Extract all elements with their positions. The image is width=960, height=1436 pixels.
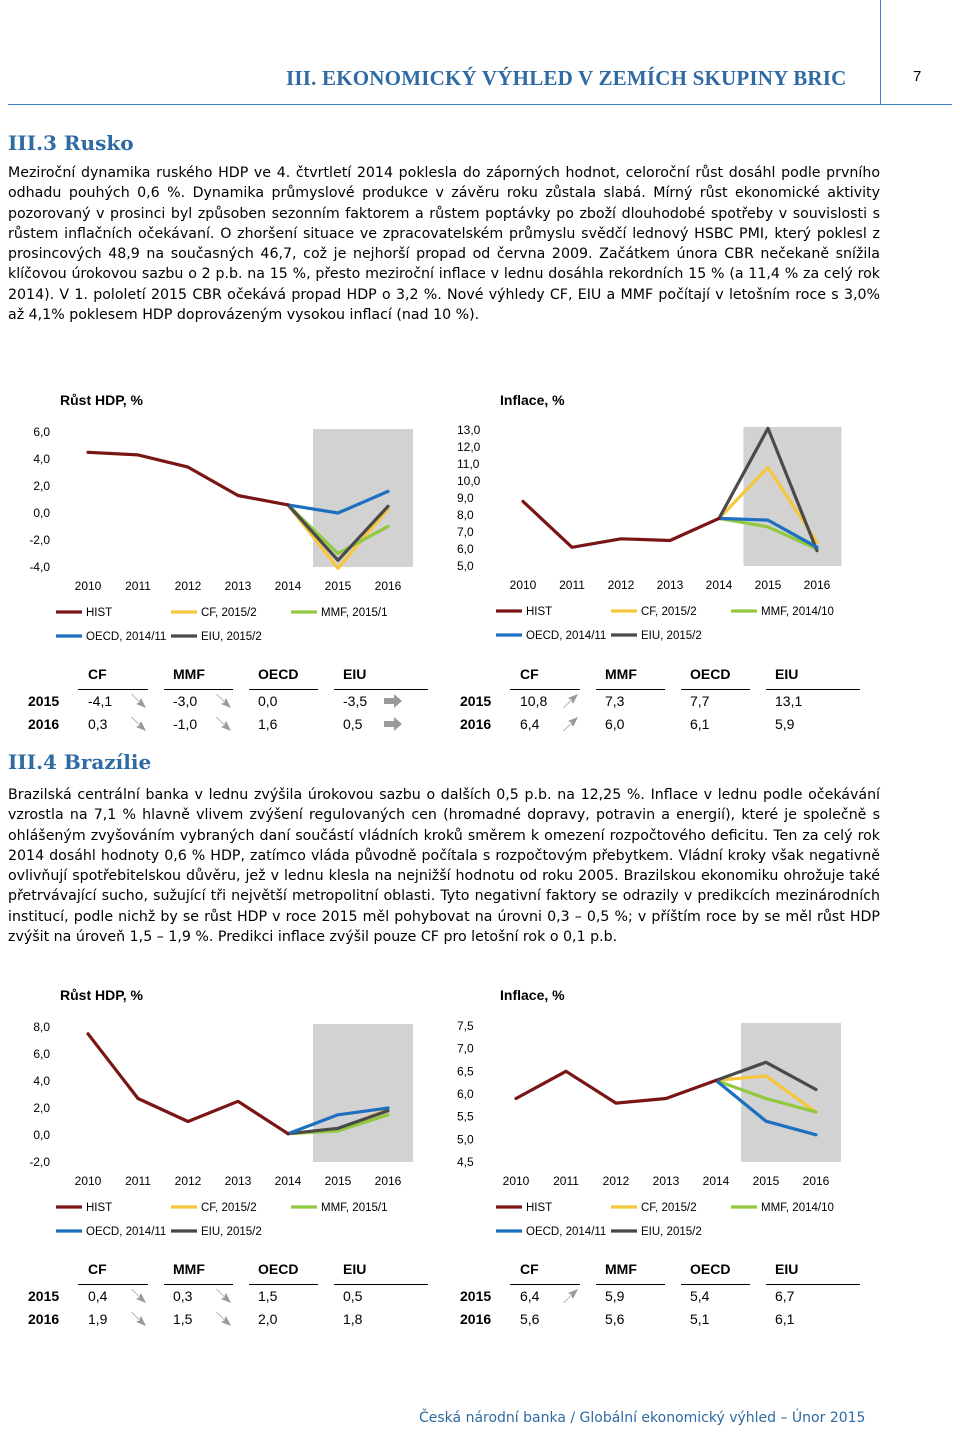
arrow-up-icon bbox=[560, 692, 580, 710]
x-tick-label: 2011 bbox=[125, 579, 151, 593]
table-header-underline bbox=[510, 1284, 580, 1285]
y-tick-label: -4,0 bbox=[29, 560, 50, 574]
x-tick-label: 2016 bbox=[374, 579, 402, 593]
x-tick-label: 2014 bbox=[705, 578, 733, 592]
brazil-inflation-chart bbox=[440, 980, 880, 1245]
table-cell-value: 0,4 bbox=[88, 1288, 108, 1304]
table-header-underline bbox=[334, 689, 428, 690]
y-tick-label: 12,0 bbox=[457, 440, 481, 454]
x-tick-label: 2011 bbox=[125, 1174, 151, 1188]
table-cell-value: 5,6 bbox=[605, 1311, 625, 1327]
header-horizontal-rule bbox=[8, 104, 952, 105]
x-tick-label: 2012 bbox=[174, 579, 202, 593]
page-footer: Česká národní banka / Globální ekonomický výhled – Únor 2015 bbox=[419, 1410, 866, 1426]
table-header-underline bbox=[334, 1284, 428, 1285]
arrow-down-icon bbox=[128, 715, 148, 733]
chart-title: Růst HDP, % bbox=[60, 987, 143, 1003]
table-row-label: 2016 bbox=[28, 1311, 60, 1327]
chart-title: Inflace, % bbox=[500, 392, 565, 408]
arrow-down-icon bbox=[213, 692, 233, 710]
brazil-gdp-chart bbox=[0, 980, 440, 1245]
legend-label-eiu: EIU, 2015/2 bbox=[641, 1226, 702, 1238]
legend-label-mmf: MMF, 2014/10 bbox=[761, 1202, 834, 1214]
y-tick-label: 8,0 bbox=[457, 508, 474, 522]
table-column-header: MMF bbox=[173, 666, 205, 682]
legend-label-eiu: EIU, 2015/2 bbox=[201, 1226, 262, 1238]
table-cell-value: 0,3 bbox=[88, 716, 108, 732]
x-tick-label: 2016 bbox=[802, 1174, 830, 1188]
legend-label-oecd: OECD, 2014/11 bbox=[86, 1226, 167, 1238]
chart-title: Inflace, % bbox=[500, 987, 565, 1003]
y-tick-label: 6,0 bbox=[457, 542, 474, 556]
legend-label-hist: HIST bbox=[86, 607, 113, 619]
series-line-hist bbox=[88, 452, 288, 505]
table-cell-value: 0,5 bbox=[343, 1288, 363, 1304]
table-row-label: 2015 bbox=[28, 1288, 60, 1304]
table-row-label: 2015 bbox=[460, 693, 492, 709]
table-column-header: MMF bbox=[605, 666, 637, 682]
y-tick-label: 4,0 bbox=[33, 1074, 50, 1088]
section-heading-brazil: III.4 Brazílie bbox=[8, 750, 152, 774]
russia-paragraph bbox=[8, 163, 880, 325]
table-cell-value: -4,1 bbox=[88, 693, 113, 709]
x-tick-label: 2011 bbox=[559, 578, 585, 592]
table-cell-value: 0,0 bbox=[258, 693, 278, 709]
x-tick-label: 2013 bbox=[652, 1174, 680, 1188]
table-header-underline bbox=[249, 1284, 318, 1285]
y-tick-label: 0,0 bbox=[33, 506, 50, 520]
table-cell-value: 7,3 bbox=[605, 693, 625, 709]
y-tick-label: 5,0 bbox=[457, 559, 474, 573]
y-tick-label: 11,0 bbox=[457, 457, 480, 471]
table-cell-value: 0,5 bbox=[343, 716, 363, 732]
table-cell-value: 5,6 bbox=[520, 1311, 540, 1327]
y-tick-label: 6,0 bbox=[33, 1047, 50, 1061]
y-tick-label: 2,0 bbox=[33, 479, 50, 493]
arrow-up-icon bbox=[560, 1287, 580, 1305]
x-tick-label: 2014 bbox=[274, 579, 302, 593]
y-tick-label: 5,0 bbox=[457, 1132, 474, 1147]
x-tick-label: 2014 bbox=[274, 1174, 302, 1188]
arrow-right-icon bbox=[383, 692, 403, 710]
table-column-header: EIU bbox=[343, 666, 367, 682]
table-column-header: EIU bbox=[775, 1261, 799, 1277]
table-header-underline bbox=[78, 1284, 148, 1285]
y-tick-label: 8,0 bbox=[33, 1020, 50, 1034]
legend-label-cf: CF, 2015/2 bbox=[201, 1202, 257, 1214]
y-tick-label: 0,0 bbox=[33, 1128, 50, 1142]
y-tick-label: 13,0 bbox=[457, 423, 481, 437]
table-cell-value: 6,1 bbox=[690, 716, 710, 732]
series-line-hist bbox=[523, 501, 719, 547]
table-cell-value: 13,1 bbox=[775, 693, 803, 709]
russia-text-tail: Začátkem února CBR nečekaně snížila klíčovou úrokovou sazbu o 2 p.b. na 15 %, přesto meziroční inflace v lednu dosáhla rekordních 15 % (a 11,4 % za celý rok 2014). V 1. pololetí 2015 CBR očekává propad HDP o 3,2 %. Nové výhledy CF, EIU a MMF počítají v letošním roce s 3,0% až 4,1% poklesem HDP doprovázeným vysokou inflací (nad 10 %). bbox=[8, 246, 881, 324]
table-header-underline bbox=[164, 689, 233, 690]
x-tick-label: 2015 bbox=[324, 579, 352, 593]
y-tick-label: -2,0 bbox=[29, 533, 50, 547]
x-tick-label: 2014 bbox=[702, 1174, 730, 1188]
brazil-gdp-forecast-table bbox=[28, 1261, 428, 1331]
legend-label-mmf: MMF, 2015/1 bbox=[321, 1202, 388, 1214]
y-tick-label: 2,0 bbox=[33, 1101, 50, 1115]
series-line-hist bbox=[516, 1071, 716, 1103]
table-cell-value: 6,4 bbox=[520, 1288, 540, 1304]
legend-label-eiu: EIU, 2015/2 bbox=[641, 630, 702, 642]
page-header-title: III. EKONOMICKÝ VÝHLED V ZEMÍCH SKUPINY BRIC bbox=[286, 66, 847, 90]
table-column-header: EIU bbox=[775, 666, 799, 682]
table-cell-value: 6,1 bbox=[775, 1311, 795, 1327]
table-cell-value: 1,5 bbox=[258, 1288, 278, 1304]
legend-label-hist: HIST bbox=[526, 606, 553, 618]
forecast-shaded-area bbox=[313, 429, 413, 567]
arrow-down-icon bbox=[213, 1287, 233, 1305]
table-cell-value: 0,3 bbox=[173, 1288, 193, 1304]
table-row-label: 2016 bbox=[28, 716, 60, 732]
arrow-right-icon bbox=[383, 715, 403, 733]
table-cell-value: -1,0 bbox=[173, 716, 198, 732]
table-cell-value: 6,7 bbox=[775, 1288, 795, 1304]
y-tick-label: 4,5 bbox=[457, 1155, 474, 1169]
y-tick-label: 7,5 bbox=[457, 1019, 474, 1033]
y-tick-label: 6,5 bbox=[457, 1064, 474, 1079]
x-tick-label: 2010 bbox=[74, 579, 102, 593]
x-tick-label: 2015 bbox=[754, 578, 782, 592]
section-heading-russia: III.3 Rusko bbox=[8, 131, 134, 155]
y-tick-label: 10,0 bbox=[457, 474, 481, 488]
y-tick-label: -2,0 bbox=[29, 1155, 50, 1169]
legend-label-oecd: OECD, 2014/11 bbox=[86, 631, 167, 643]
russia-gdp-chart bbox=[0, 385, 440, 650]
arrow-up-icon bbox=[560, 715, 580, 733]
arrow-down-icon bbox=[213, 1310, 233, 1328]
x-tick-label: 2010 bbox=[509, 578, 537, 592]
table-column-header: OECD bbox=[690, 1261, 731, 1277]
x-tick-label: 2013 bbox=[224, 1174, 252, 1188]
legend-label-cf: CF, 2015/2 bbox=[641, 606, 697, 618]
page-number: 7 bbox=[913, 68, 922, 85]
legend-label-cf: CF, 2015/2 bbox=[641, 1202, 697, 1214]
x-tick-label: 2013 bbox=[224, 579, 252, 593]
legend-label-oecd: OECD, 2014/11 bbox=[526, 630, 607, 642]
y-tick-label: 5,5 bbox=[457, 1109, 474, 1124]
table-header-underline bbox=[766, 1284, 860, 1285]
russia-text-body: Mírný růst ekonomické aktivity pozorovaný v prosinci byl způsoben sezonním faktorem a růstem poptávky po zboží dlouhodobé spotřeby v souvislosti s růstem inflačních očekávaní. O zhoršení situace ve zpracovatelském průmyslu svědčí lednový HSBC PMI, který poklesl z prosincových 48,9 na současných 46,7, což je nejhorší propad od června 2009. bbox=[8, 185, 880, 263]
table-header-underline bbox=[766, 689, 860, 690]
legend-label-mmf: MMF, 2015/1 bbox=[321, 607, 388, 619]
table-header-underline bbox=[510, 689, 580, 690]
legend-label-hist: HIST bbox=[86, 1202, 113, 1214]
table-column-header: MMF bbox=[605, 1261, 637, 1277]
y-tick-label: 7,0 bbox=[457, 1041, 474, 1056]
x-tick-label: 2010 bbox=[502, 1174, 530, 1188]
legend-label-hist: HIST bbox=[526, 1202, 553, 1214]
chart-title: Růst HDP, % bbox=[60, 392, 143, 408]
table-cell-value: 1,9 bbox=[88, 1311, 108, 1327]
russia-inflation-chart bbox=[440, 385, 880, 650]
arrow-down-icon bbox=[128, 1310, 148, 1328]
table-cell-value: 1,6 bbox=[258, 716, 278, 732]
legend-label-eiu: EIU, 2015/2 bbox=[201, 631, 262, 643]
table-header-underline bbox=[681, 689, 750, 690]
table-row-label: 2016 bbox=[460, 1311, 492, 1327]
x-tick-label: 2012 bbox=[602, 1174, 630, 1188]
x-tick-label: 2013 bbox=[656, 578, 684, 592]
table-cell-value: 7,7 bbox=[690, 693, 710, 709]
table-column-header: OECD bbox=[690, 666, 731, 682]
table-cell-value: 2,0 bbox=[258, 1311, 278, 1327]
arrow-down-icon bbox=[128, 692, 148, 710]
table-column-header: CF bbox=[520, 666, 539, 682]
arrow-down-icon bbox=[128, 1287, 148, 1305]
table-cell-value: 5,9 bbox=[775, 716, 795, 732]
table-row-label: 2015 bbox=[460, 1288, 492, 1304]
y-tick-label: 4,0 bbox=[33, 452, 50, 466]
x-tick-label: 2016 bbox=[803, 578, 831, 592]
y-tick-label: 7,0 bbox=[457, 525, 474, 539]
x-tick-label: 2011 bbox=[553, 1174, 579, 1188]
russia-inflation-forecast-table bbox=[460, 666, 860, 736]
header-vertical-rule bbox=[880, 0, 881, 104]
x-tick-label: 2015 bbox=[752, 1174, 780, 1188]
table-cell-value: 5,9 bbox=[605, 1288, 625, 1304]
table-header-underline bbox=[596, 1284, 665, 1285]
legend-label-mmf: MMF, 2014/10 bbox=[761, 606, 834, 618]
table-header-underline bbox=[249, 689, 318, 690]
x-tick-label: 2010 bbox=[74, 1174, 102, 1188]
brazil-paragraph: Brazilská centrální banka v lednu zvýšila úrokovou sazbu o dalších 0,5 p.b. na 12,25 %. Inflace v lednu podle očekávání vzrostla na 7,1 % hlavně vlivem zvýšení regulovaných cen (hromadné dopravy, potravin a energií), které je společně s ohlášeným zvyšováním vybraných daní součástí vládních kroků směrem k omezení rozpočtového deficitu. Ten za celý rok 2014 dosáhl hodnoty 0,6 % HDP, zatímco vláda původně počítala s rozpočtovým přebytkem. Vládní kroky však negativně ovlivňují spotřebitelskou důvěru, jež v lednu klesla na nejnižší hodnotu od roku 2005. Brazilskou ekonomiku ohrožuje také přetrvávající sucho, sužující tři největší metropolitní oblasti. Tyto negativní faktory se odrazily v predikcích mezinárodních institucí, podle nichž by se růst HDP v roce 2015 měl pohybovat na úrovni 0,3 – 0,5 %; v příštím roce by se měl růst HDP zvýšit na úroveň 1,5 – 1,9 %. Predikci inflace zvýšil pouze CF pro letošní rok o 0,1 p.b. bbox=[8, 787, 880, 946]
legend-label-cf: CF, 2015/2 bbox=[201, 607, 257, 619]
table-header-underline bbox=[78, 689, 148, 690]
table-cell-value: -3,5 bbox=[343, 693, 368, 709]
brazil-inflation-forecast-table bbox=[460, 1261, 860, 1331]
table-header-underline bbox=[681, 1284, 750, 1285]
russia-text-lead: Meziroční dynamika ruského HDP ve 4. čtvrtletí 2014 poklesla do záporných hodnot, celoroční růst dosáhl podle prvního odhadu pouhých 0,6 %. Dynamika průmyslové produkce v závěru roku zůstala slabá. bbox=[8, 165, 880, 202]
x-tick-label: 2016 bbox=[374, 1174, 402, 1188]
table-column-header: CF bbox=[88, 1261, 107, 1277]
table-column-header: CF bbox=[520, 1261, 539, 1277]
table-cell-value: 6,0 bbox=[605, 716, 625, 732]
x-tick-label: 2012 bbox=[607, 578, 635, 592]
table-column-header: OECD bbox=[258, 1261, 299, 1277]
table-header-underline bbox=[596, 689, 665, 690]
table-column-header: MMF bbox=[173, 1261, 205, 1277]
series-line-hist bbox=[88, 1034, 288, 1134]
x-tick-label: 2012 bbox=[174, 1174, 202, 1188]
table-column-header: CF bbox=[88, 666, 107, 682]
table-cell-value: 5,4 bbox=[690, 1288, 710, 1304]
y-tick-label: 6,0 bbox=[457, 1087, 474, 1101]
table-header-underline bbox=[164, 1284, 233, 1285]
table-cell-value: 6,4 bbox=[520, 716, 540, 732]
x-tick-label: 2015 bbox=[324, 1174, 352, 1188]
legend-label-oecd: OECD, 2014/11 bbox=[526, 1226, 607, 1238]
table-column-header: OECD bbox=[258, 666, 299, 682]
table-cell-value: 1,8 bbox=[343, 1311, 363, 1327]
table-row-label: 2016 bbox=[460, 716, 492, 732]
table-row-label: 2015 bbox=[28, 693, 60, 709]
table-cell-value: 10,8 bbox=[520, 693, 548, 709]
russia-gdp-forecast-table bbox=[28, 666, 428, 736]
forecast-shaded-area bbox=[313, 1024, 413, 1162]
arrow-down-icon bbox=[213, 715, 233, 733]
y-tick-label: 9,0 bbox=[457, 491, 474, 505]
table-cell-value: 5,1 bbox=[690, 1311, 710, 1327]
table-cell-value: 1,5 bbox=[173, 1311, 193, 1327]
y-tick-label: 6,0 bbox=[33, 425, 50, 439]
table-column-header: EIU bbox=[343, 1261, 367, 1277]
table-cell-value: -3,0 bbox=[173, 693, 198, 709]
